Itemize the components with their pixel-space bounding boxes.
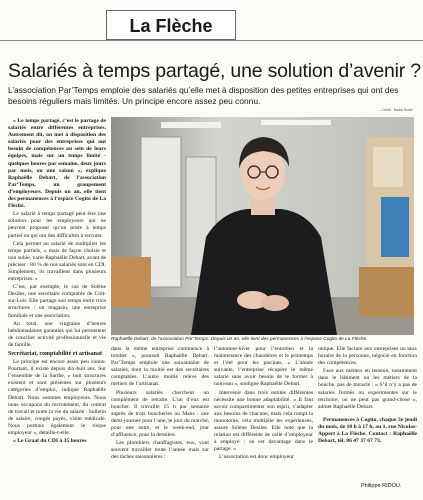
paragraph: unique. Elle facture aux entreprises un taux horaire de la personne, négocié en fonction des compétences. bbox=[318, 346, 417, 367]
article-headline: Salariés à temps partagé, une solution d’avenir ? bbox=[8, 60, 421, 82]
paragraph: Les plombiers chauffagistes, eux, vont souvent travailler toute l’année mais sur des tâches saisonnières : bbox=[111, 440, 209, 461]
column-2 bbox=[111, 346, 209, 463]
paragraph: Plusieurs salariés cherchent un complément de retraite. L’un d’eux est boucher. Il travaille 15 h par semaine auprès de trois boucheries au Mans : une demi-journée pour l’une, le jour du marché, pour une autre, et le week-end, jour d’affluence, pour la dernière. bbox=[111, 389, 209, 439]
column-3 bbox=[214, 346, 313, 463]
paragraph: dans la même entreprise commence à tomber », poursuit Raphaëlle Debart. Par’Temps emploie une soixantaine de salariés, dont la moitié est des secrétaires comptables. L’autre moitié relève des métiers de l’artisanat. bbox=[111, 346, 209, 388]
photo-credit: – Crédit : Nadia Rudel bbox=[378, 108, 413, 112]
photo-caption: Raphaëlle Debart, de l’association Par’Temps. Depuis un an, elle tient des permanences à l’espace Cogito de La Flèche. bbox=[111, 337, 368, 342]
section-title: La Flèche bbox=[106, 10, 236, 40]
article-intro: L’association Par’Temps emploie des salariés qu’elle met à disposition des petites entreprises qui ont des besoins réguliers mais limités. Un principe encore assez peu connu. bbox=[8, 85, 399, 106]
column-1 bbox=[8, 118, 106, 446]
paragraph: Intervenir dans trois entités différentes nécessite une bonne adaptabilité. « Il faut savoir compartimenter son esprit, s’adapter aux besoins de chacune, mais cela rompt la monotonie, cela multiplie les expériences, assure Solène Desiles. Elle note que la relation est différente de celle d’employeur à employé : on est davantage dans le partage. » bbox=[214, 389, 313, 453]
paragraph: C’est, par exemple, le cas de Solène Desiles, une secrétaire comptable de Crêt-sur-Loir. Elle partage son temps entre trois structures : un magasin, une entreprise familiale et une association. bbox=[8, 284, 106, 319]
paragraph: Cela permet au salarié de multiplier les temps partiels, « mais de façon choisie et non subie, varie Raphaëlle Debart, avant de préciser : 80 % de nos salariés sont en CDI. Simplement, ils travaillent dans plusieurs entreprises. » bbox=[8, 240, 106, 283]
article-photo bbox=[111, 117, 414, 335]
paragraph: l’automne-hiver pour l’entretien et la maintenance des chaudières et le printemps et l’été pour les piscines. « L’année suivante, l’entreprise récupère le même salarié sans avoir besoin de le former à nouveau », souligne Raphaëlle Debart. bbox=[214, 346, 313, 388]
portrait-image bbox=[111, 117, 414, 335]
paragraph: Face aux métiers en tension, notamment dans le bâtiment ou les métiers de la bouche, pas de miracle : « S’il n’y a pas de salariés formés ou expérimentés sur le territoire, on ne peut pas grand-chose », admet Raphaëlle Debart. bbox=[318, 368, 417, 410]
paragraph: « Le Graal du CDI à 35 heures bbox=[13, 438, 87, 445]
paragraph: « Le temps partagé, c’est le partage de salariés entre différentes entreprises. Autrement dit, on met à disposition des salariés pour des entreprises qui ont besoin de compétences au sein de leurs équipes, mais sur un temps limité - quelques heures par semaine, deux jours par mois, ou une saison », explique Raphaëlle Debart, de l’association Par’Temps, un groupement d’employeurs. Depuis un an, elle tient des permanences à l’espace Cogito de La Flèche. bbox=[8, 118, 106, 210]
subheading: Secrétariat, comptabilité et artisanat bbox=[8, 351, 102, 357]
header-rule bbox=[0, 40, 423, 41]
author-signature: Philippe RIDOU. bbox=[361, 483, 402, 489]
info-box: Permanences à Cogito, chaque 3e jeudi du mois, de 10 h à 17 h, au 1, rue Nicolas-Appert à La Flèche. Contact : Raphaëlle Debart, tél. 06 47 37 67 73. bbox=[318, 416, 417, 445]
paragraph: Au total, une vingtaine d’heures hebdomadaires garanties qui lui permettent de concilier activité professionnelle et vie de famille. bbox=[8, 320, 106, 348]
paragraph: Le salarié à temps partagé peut être une solution pour les employeurs qui ne peuvent proposer qu’un poste à temps partiel ou qui ont des difficultés à recruter. bbox=[8, 211, 106, 239]
paragraph: L’association est donc employeur bbox=[219, 454, 294, 461]
column-4 bbox=[318, 346, 417, 446]
paragraph: Le principe est encore assez peu connu. Pourtant, il existe depuis dix-huit ans. Sur l’ensemble de la Sarthe, « huit structures existent et sont présentes sur plusieurs catégories d’emploi, indique Raphaëlle Debart. Nous sommes employeurs. Nous nous occupons du recrutement, du contrat de travail et toute la vie du salarié : bulletin de salaire, congés payés, visite médicale. Nous portons également le risque employeur », détaille-t-elle. bbox=[8, 359, 106, 437]
